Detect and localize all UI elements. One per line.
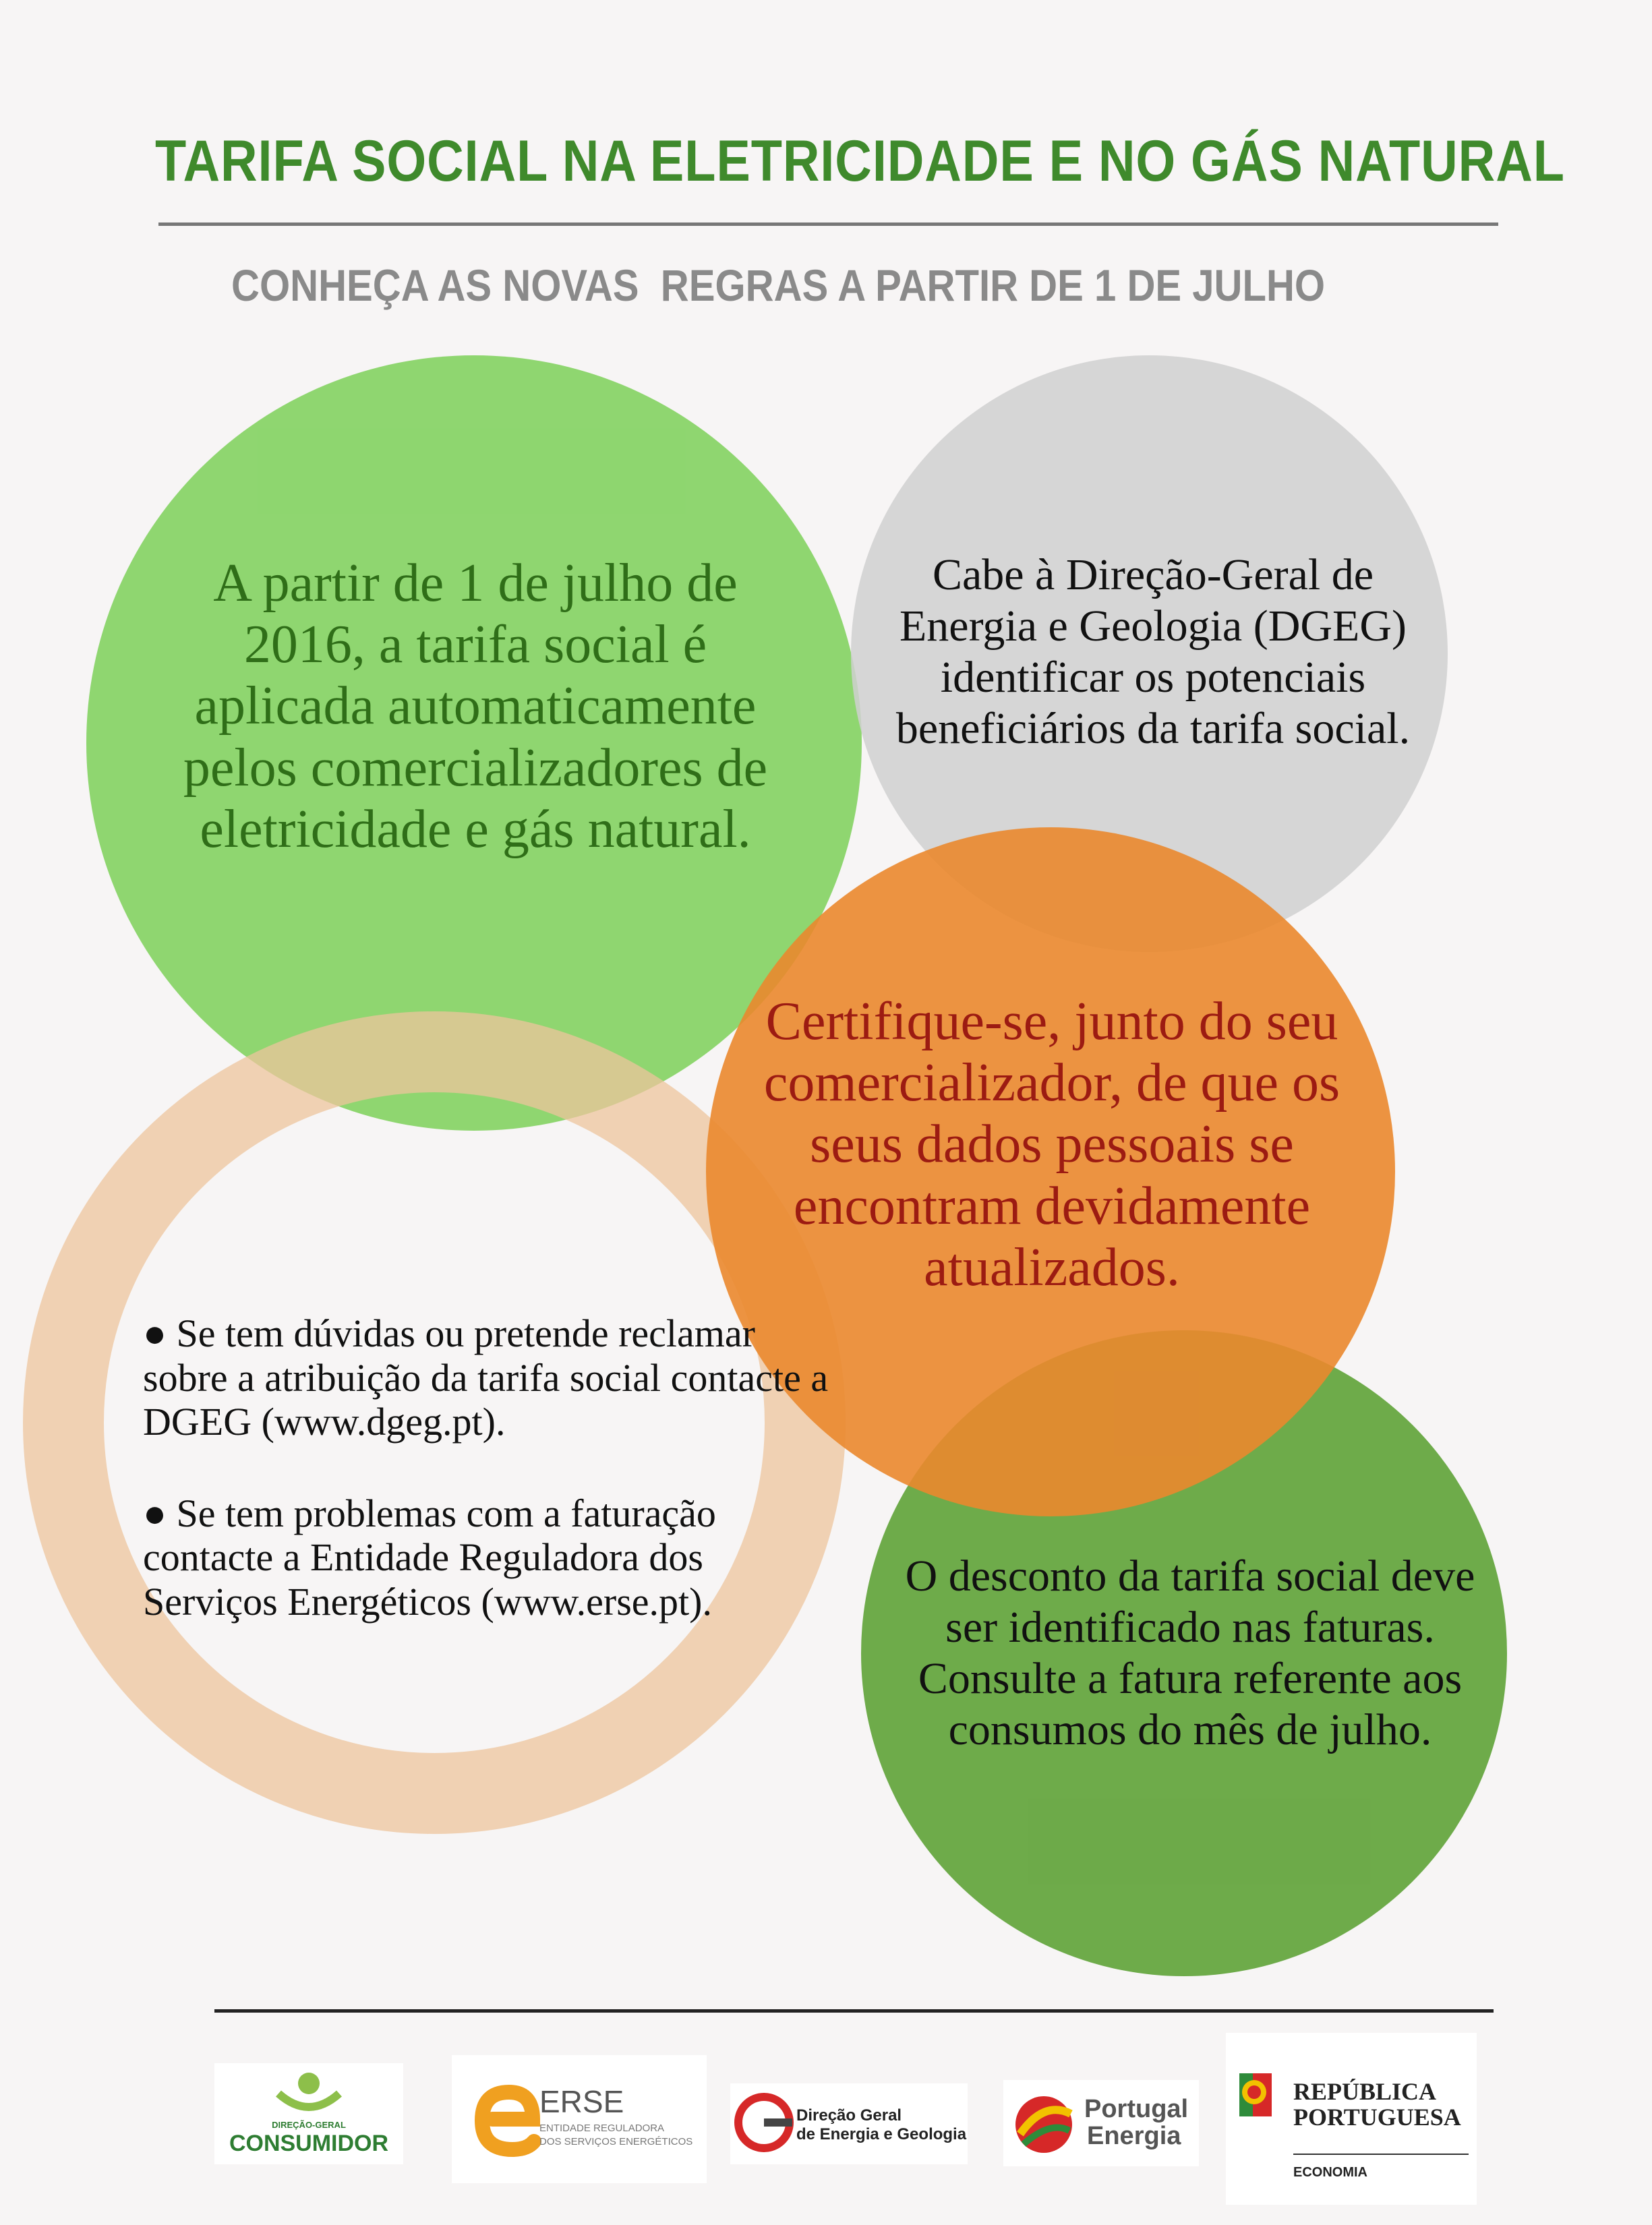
pe-line2: Energia [1087,2122,1181,2150]
logo-portugal-energia [1003,2080,1199,2166]
dark-green-circle-text: O desconto da tarifa social deve ser identificado nas faturas. Consulte a fatura referente aos consumos do mês de julho. [905,1551,1475,1754]
dgeg-line2: de Energia e Geologia [796,2125,967,2143]
page-title: TARIFA SOCIAL NA ELETRICIDADE E NO GÁS NATURAL [155,129,1565,194]
green-circle-text: A partir de 1 de julho de 2016, a tarifa social é aplicada automaticamente pelos comercializadores de eletricidade e gás natural. [183,554,768,859]
pe-line1: Portugal [1084,2095,1189,2123]
logo-republica-portuguesa [1226,2033,1477,2205]
bullet-dgeg: ● Se tem dúvidas ou pretende reclamar sobre a atribuição da tarifa social contacte a DGEG (www.dgeg.pt). [143,1311,829,1444]
logo-consumidor [214,2063,403,2164]
rp-line3: ECONOMIA [1293,2165,1367,2180]
erse-line1: ENTIDADE REGULADORA [539,2123,665,2134]
orange-circle-text: Certifique-se, junto do seu comercializador, de que os seus dados pessoais se encontram devidamente atualizados. [763,992,1340,1297]
rp-line1: REPÚBLICA [1293,2078,1437,2105]
dgeg-line1: Direção Geral [796,2106,902,2125]
rp-line2: PORTUGUESA [1293,2104,1461,2131]
erse-name: ERSE [539,2084,624,2119]
contact-bullets [143,1311,844,1671]
consumidor-name: CONSUMIDOR [229,2131,389,2156]
footer-divider [214,2009,1494,2013]
logo-dgeg [730,2083,968,2164]
title-divider [158,222,1498,226]
bullet-erse: ● Se tem problemas com a faturação contacte a Entidade Reguladora dos Serviços Energéticos (www.erse.pt). [143,1491,716,1624]
page-subtitle: CONHEÇA AS NOVAS REGRAS A PARTIR DE 1 DE JULHO [231,260,1326,310]
consumidor-small-label: DIREÇÃO-GERAL [272,2120,346,2130]
gray-circle-text: Cabe à Direção-Geral de Energia e Geologia (DGEG) identificar os potenciais beneficiários da tarifa social. [895,550,1411,753]
erse-line2: DOS SERVIÇOS ENERGÉTICOS [539,2136,693,2147]
logo-erse [452,2055,707,2183]
